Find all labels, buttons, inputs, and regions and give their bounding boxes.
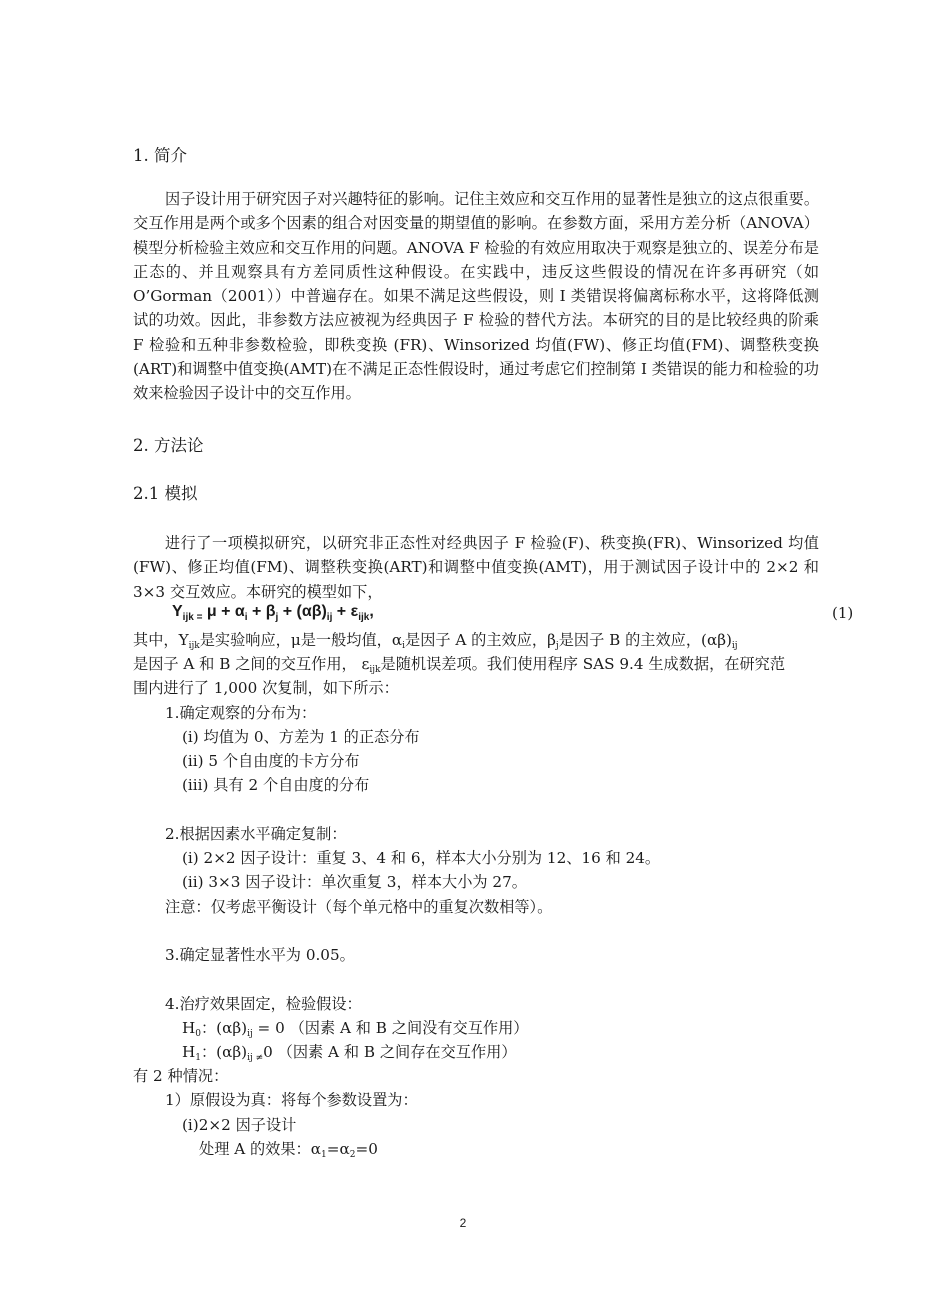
cases-line: 有 2 种情况： — [133, 1067, 229, 1085]
section-2-1-paragraph: 进行了一项模拟研究，以研究非正态性对经典因子 F 检验(F)、秩变换(FR)、Winsorized 均值(FW)、修正均值(FM)、调整秩变换(ART)和调整中值变换(AMT)，用于测试因子设计中的 2×2 和 3×3 交互效应。本研究的模型如下， — [133, 534, 819, 601]
step-2-ii: (ii) 3×3 因子设计：单次重复 3，样本大小为 27。 — [182, 873, 527, 891]
text: ：(αβ) — [200, 1043, 248, 1061]
sub: ij ≠ — [247, 1053, 264, 1063]
eq-part: μ + α — [206, 603, 245, 620]
section-1-heading: 1. 简介 — [133, 146, 187, 165]
step-4: 4.治疗效果固定，检验假设： — [165, 995, 362, 1013]
case-1-i: (i)2×2 因子设计 — [182, 1116, 297, 1134]
text: 是因子 B 的主效应，(αβ) — [558, 631, 732, 649]
page-number: 2 — [459, 1216, 467, 1230]
text: 是因子 A 的主效应，β — [405, 631, 556, 649]
text: 是实验响应，μ是一般均值，α — [199, 631, 403, 649]
case-1: 1）原假设为真：将每个参数设置为： — [165, 1091, 418, 1109]
sub: 2 — [349, 1150, 356, 1160]
text: =α — [326, 1140, 350, 1158]
step-2: 2.根据因素水平确定复制： — [165, 825, 347, 843]
sub: ijk — [369, 665, 381, 675]
step-2-i: (i) 2×2 因子设计：重复 3、4 和 6，样本大小分别为 12、16 和 24。 — [182, 849, 661, 867]
note: 注意：仅考虑平衡设计（每个单元格中的重复次数相等）。 — [165, 898, 553, 916]
step-1-i: (i) 均值为 0、方差为 1 的正态分布 — [182, 728, 420, 746]
text: 是随机误差项。我们使用程序 SAS 9.4 生成数据，在研究范 — [380, 655, 786, 673]
text: 处理 A 的效果：α — [199, 1140, 322, 1158]
sub: ij — [731, 641, 738, 651]
eq-sub: i — [244, 612, 248, 624]
eq-part: + (αβ) — [278, 603, 327, 620]
text: 是因子 A 和 B 之间的交互作用， ε — [133, 655, 370, 673]
section-1-paragraph: 因子设计用于研究因子对兴趣特征的影响。记住主效应和交互作用的显著性是独立的这点很重要。交互作用是两个或多个因素的组合对因变量的期望值的影响。在参数方面，采用方差分析（ANOVA）模型分析检验主效应和交互作用的问题。ANOVA F 检验的有效应用取决于观察是独立的、误差分布是正态的、并且观察具有方差同质性这种假设。在实践中，违反这些假设的情况在许多再研究（如 O’Gorman（2001））中普遍存在。如果不满足这些假设，则 I 类错误将偏离标称水平，这将降低测试的功效。因此，非参数方法应被视为经典因子 F 检验的替代方法。本研究的目的是比较经典的阶乘 F 检验和五种非参数检验，即秩变换 (FR)、Winsorized 均值(FW)、修正均值(FM)、调整秩变换(ART)和调整中值变换(AMT)在不满足正态性假设时，通过考虑它们控制第 I 类错误的能力和检验的功效来检验因子设计中的交互作用。 — [133, 190, 819, 403]
step-3: 3.确定显著性水平为 0.05。 — [165, 946, 355, 964]
sub: ij — [247, 1029, 253, 1039]
text: 0 （因素 A 和 B 之间存在交互作用） — [263, 1043, 517, 1061]
eq-sub: ijk = — [182, 612, 203, 624]
sub: 1 — [321, 1150, 327, 1160]
section-2-1-heading: 2.1 模拟 — [133, 484, 198, 503]
eq-part: Y — [172, 603, 183, 620]
text: ：(αβ) — [200, 1019, 248, 1037]
model-equation — [172, 603, 374, 623]
step-1-ii: (ii) 5 个自由度的卡方分布 — [182, 752, 360, 770]
text: H — [182, 1043, 196, 1061]
step-1-iii: (iii) 具有 2 个自由度的分布 — [182, 776, 370, 794]
text: H — [182, 1019, 196, 1037]
text: = 0 （因素 A 和 B 之间没有交互作用） — [252, 1019, 529, 1037]
where-line-3: 围内进行了 1,000 次复制，如下所示： — [133, 679, 399, 697]
sub: j — [555, 641, 559, 651]
eq-sub: ij — [326, 612, 333, 624]
eq-sub: ijk — [358, 612, 370, 624]
eq-part: + β — [247, 603, 276, 620]
eq-sub: j — [275, 612, 279, 624]
step-1: 1.确定观察的分布为： — [165, 704, 317, 722]
sub: 1 — [195, 1053, 201, 1063]
sub: ijk — [188, 641, 200, 651]
eq-part: + ε — [332, 603, 359, 620]
eq-part: , — [369, 603, 374, 620]
hypothesis-h1 — [182, 1040, 517, 1070]
case-1-effect — [199, 1137, 378, 1167]
text: =0 — [355, 1140, 378, 1158]
text: 其中，Y — [133, 631, 189, 649]
equation-number: (1) — [832, 604, 854, 622]
section-2-heading: 2. 方法论 — [133, 436, 204, 455]
sub: 0 — [195, 1029, 201, 1039]
sub: i — [402, 641, 405, 651]
